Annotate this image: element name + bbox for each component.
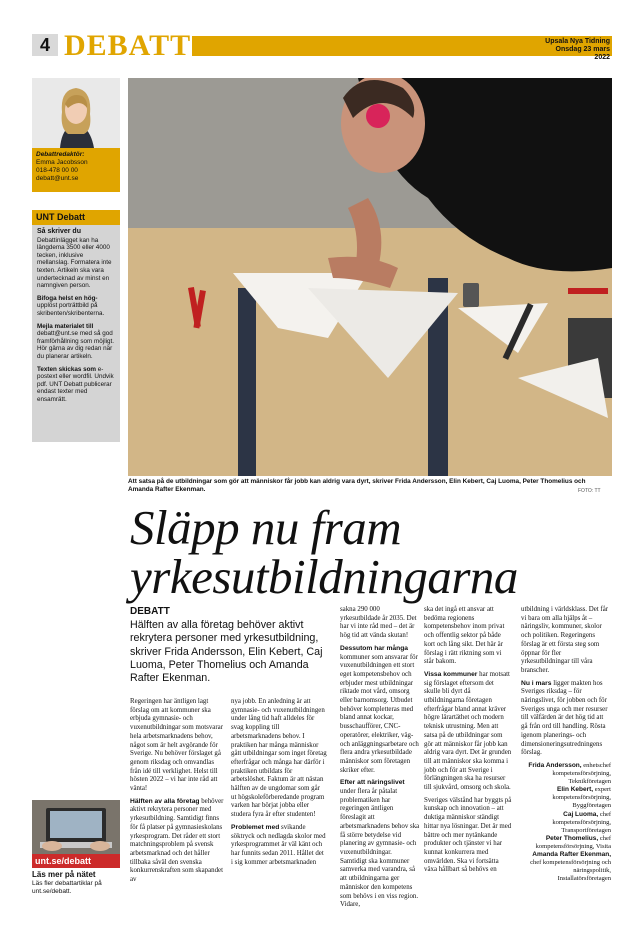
photo-caption: Att satsa på de utbildningar som gör att människor får jobb kan aldrig vara dyrt, skriver Frida Andersson, Elin Kebert, Caj Luoma, Peter Thomelius och Amanda Rafter Ekenman.: [128, 478, 586, 493]
signature: Elin Kebert, expert kompetensförsörjning, Byggföretagen: [552, 786, 611, 810]
paragraph: Sveriges välstånd har byggts på kunskap och innovation – att duktiga människor ständigt hittar nya lösningar. Det är med bättre och mer nytänkande produkter och tjänster vi har kunnat konkurrera med omvärlden. Ska vi fortsätta växa hållbart så behövs en: [424, 796, 512, 874]
editor-phone: 018-478 00 00: [36, 167, 78, 174]
signatures: [521, 762, 611, 883]
paragraph: Efter att näringslivet under flera år påtalat problematiken har regeringen äntligen föreslagit att arbetsmarknadens behov ska få större betydelse vid planering av gymnasie- och vuxenutbildningar. Samtidigt ska kommuner samverka med varandra, så att utbildningarna ger människor den kompetens som behövs i en viss region. Vidare,: [340, 779, 420, 909]
headline: [130, 500, 610, 604]
promo-image: [32, 800, 120, 854]
paragraph: Nu i mars ligger makten hos Sveriges riksdag – för näringslivet, för jobben och för Sveriges unga och mer resurser till välfärden är det hög tid att gå från ord till handling. Rösta igenom planerings- och dimensioneringsutredningens förslag.: [521, 679, 608, 757]
promo-body: Läs fler debattartiklar på unt.se/debatt.: [32, 880, 102, 895]
paper-name: Upsala Nya Tidning: [545, 38, 610, 45]
paragraph: nya jobb. En anledning är att gymnasie- och vuxenutbildningen under lång tid haft alldeles för svag koppling till arbetsmarknadens behov. I praktiken har många människor gått utbildningar som inget företag efterfrågar och många har därför i praktiken utbildats för arbetslöshet. Faktum är att nästan hälften av de ungdomar som går ut högskoleförberedande program varken har börjat jobba eller studera fyra år efter studenten!: [231, 698, 327, 819]
editor-name: Emma Jacobsson: [36, 159, 88, 166]
paragraph: Regeringen har äntligen lagt förslag om att kommuner ska erbjuda gymnasie- och vuxenutbildningar som motsvarar hela arbetsmarknadens behov, något som är helt avgörande för Sverige. Nu behöver förslaget gå genom riksdag och omvandlas från idé till verklighet. Helst till hösten 2022 – vi har inte råd att vänta!: [130, 698, 224, 793]
paragraph: Dessutom har många kommuner som ansvarar för vuxenutbildningen ett stort eget kompetensbehov och erbjuder mest utbildningar riktade mot vård, omsorg eller barnomsorg. Utbudet behöver kompletteras med bland annat kockar, busschaufförer, CNC-operatörer, elektriker, väg- och anläggningsarbetare och flera andra yrkesutbildade människor som företagen skriker efter.: [340, 644, 419, 774]
paragraph: utbildning i världsklass. Det får vi bara om alla hjälps åt – näringsliv, kommuner, skolor och politiken. Regeringens förslag är ett första steg som öppnar för fler yrkesutbildningar till våra branscher.: [521, 606, 609, 674]
ingress: Hälften av alla företag behöver aktivt rekrytera personer med yrkesutbildning, skriver Frida Andersson, Elin Kebert, Caj Luoma, Peter Thomelius och Amanda Rafter Ekenman.: [130, 619, 323, 685]
page-number: 4: [32, 34, 58, 56]
headline-line-1: Släpp nu fram: [130, 500, 402, 555]
editor-portrait: [32, 78, 120, 148]
promo-link-bar[interactable]: unt.se/debatt: [32, 854, 120, 868]
headline-line-2: yrkesutbildningarna: [130, 549, 518, 604]
paragraph: Problemet med svikande söktryck och nedlagda skolor med yrkesprogrammet är väl känt och har funnits sedan 2011. Hållet det i sig kommer arbetsmarknaden: [231, 823, 326, 866]
unt-debatt-info: [32, 210, 120, 442]
promo-title: Läs mer på nätet: [32, 870, 96, 879]
paragraph: ska det ingå ett ansvar att bedöma regionens kompetensbehov inom privat och offentlig sektor på både kort och lång sikt. Det här är förslag i rätt riktning som vi står bakom.: [424, 606, 505, 666]
info-section: Texten skickas som e-postext eller wordfil. Undvik pdf. UNT Debatt publicerar endast texter med ensamrätt.: [37, 365, 114, 403]
column-3: [340, 606, 420, 914]
signature: Amanda Rafter Ekenman, chef kompetensförsörjning och näringspolitik, Installatörsföretagen: [530, 850, 611, 883]
editor-label: Debattredaktör:: [36, 151, 85, 158]
unt-debatt-title: UNT Debatt: [32, 210, 120, 225]
column-2: [231, 698, 327, 871]
kicker: DEBATT: [130, 606, 170, 617]
section-title: DEBATT: [64, 29, 192, 62]
column-1: [130, 698, 226, 889]
article-photo: [128, 78, 612, 476]
issue-date: Onsdag 23 mars 2022: [555, 46, 610, 61]
editor-email[interactable]: debatt@unt.se: [36, 175, 79, 182]
info-section: Bifoga helst en hög- upplöst porträttbild på skribenten/skribenterna.: [37, 294, 105, 317]
masthead-info: [540, 38, 610, 62]
signature: Frida Andersson, enhetschef kompetensförsörjning, Teknikföretagen: [528, 761, 611, 786]
info-section: Mejla materialet till debatt@unt.se med så god framförhållning som möjligt. Hör gärna av dig redan när du planerar artikeln.: [37, 322, 114, 360]
paragraph: sakna 290 000 yrkesutbildade år 2035. Det har vi inte råd med – det är hög tid att vända skutan!: [340, 606, 417, 640]
paragraph: Hälften av alla företag behöver aktivt rekrytera personer med yrkesutbildning. Samtidigt finns för få platser på gymnasieskolans yrkesprogram. Det råder ett stort matchningsproblem på svensk arbetsmarknad och det håller tillbaka såväl den svenska konkurrenskraften som skapandet av: [130, 797, 224, 884]
column-5: [521, 606, 611, 883]
paragraph: Vissa kommuner har motsatt sig förslaget eftersom det skulle bli dyrt då utbildningarna företagen efterfrågar bland annat kräver högre lärartäthet och modern teknisk utrustning. Men att satsa på de utbildningar som gör att människor får jobb kan aldrig vara dyrt. Det är grunden till att människor ska komma i jobb och för att Sverige i förlängningen ska ha resurser till sjukvård, omsorg och skola.: [424, 670, 512, 792]
photo-credit: FOTO: TT: [578, 488, 601, 494]
editor-box: [32, 148, 120, 192]
signature: Peter Thomelius, chef kompetensförsörjning, Visita: [535, 834, 611, 850]
column-4: [424, 606, 512, 879]
signature: Caj Luoma, chef kompetensförsörjning, Transportföretagen: [552, 810, 611, 834]
promo-text: [32, 870, 122, 896]
info-section: Så skriver du Debattinlägget kan ha längdema 3500 eller 4000 tecken, inklusive mellanslag. Formatera inte texten. Artikeln ska vara undertecknad av minst en namngiven person.: [37, 228, 112, 290]
